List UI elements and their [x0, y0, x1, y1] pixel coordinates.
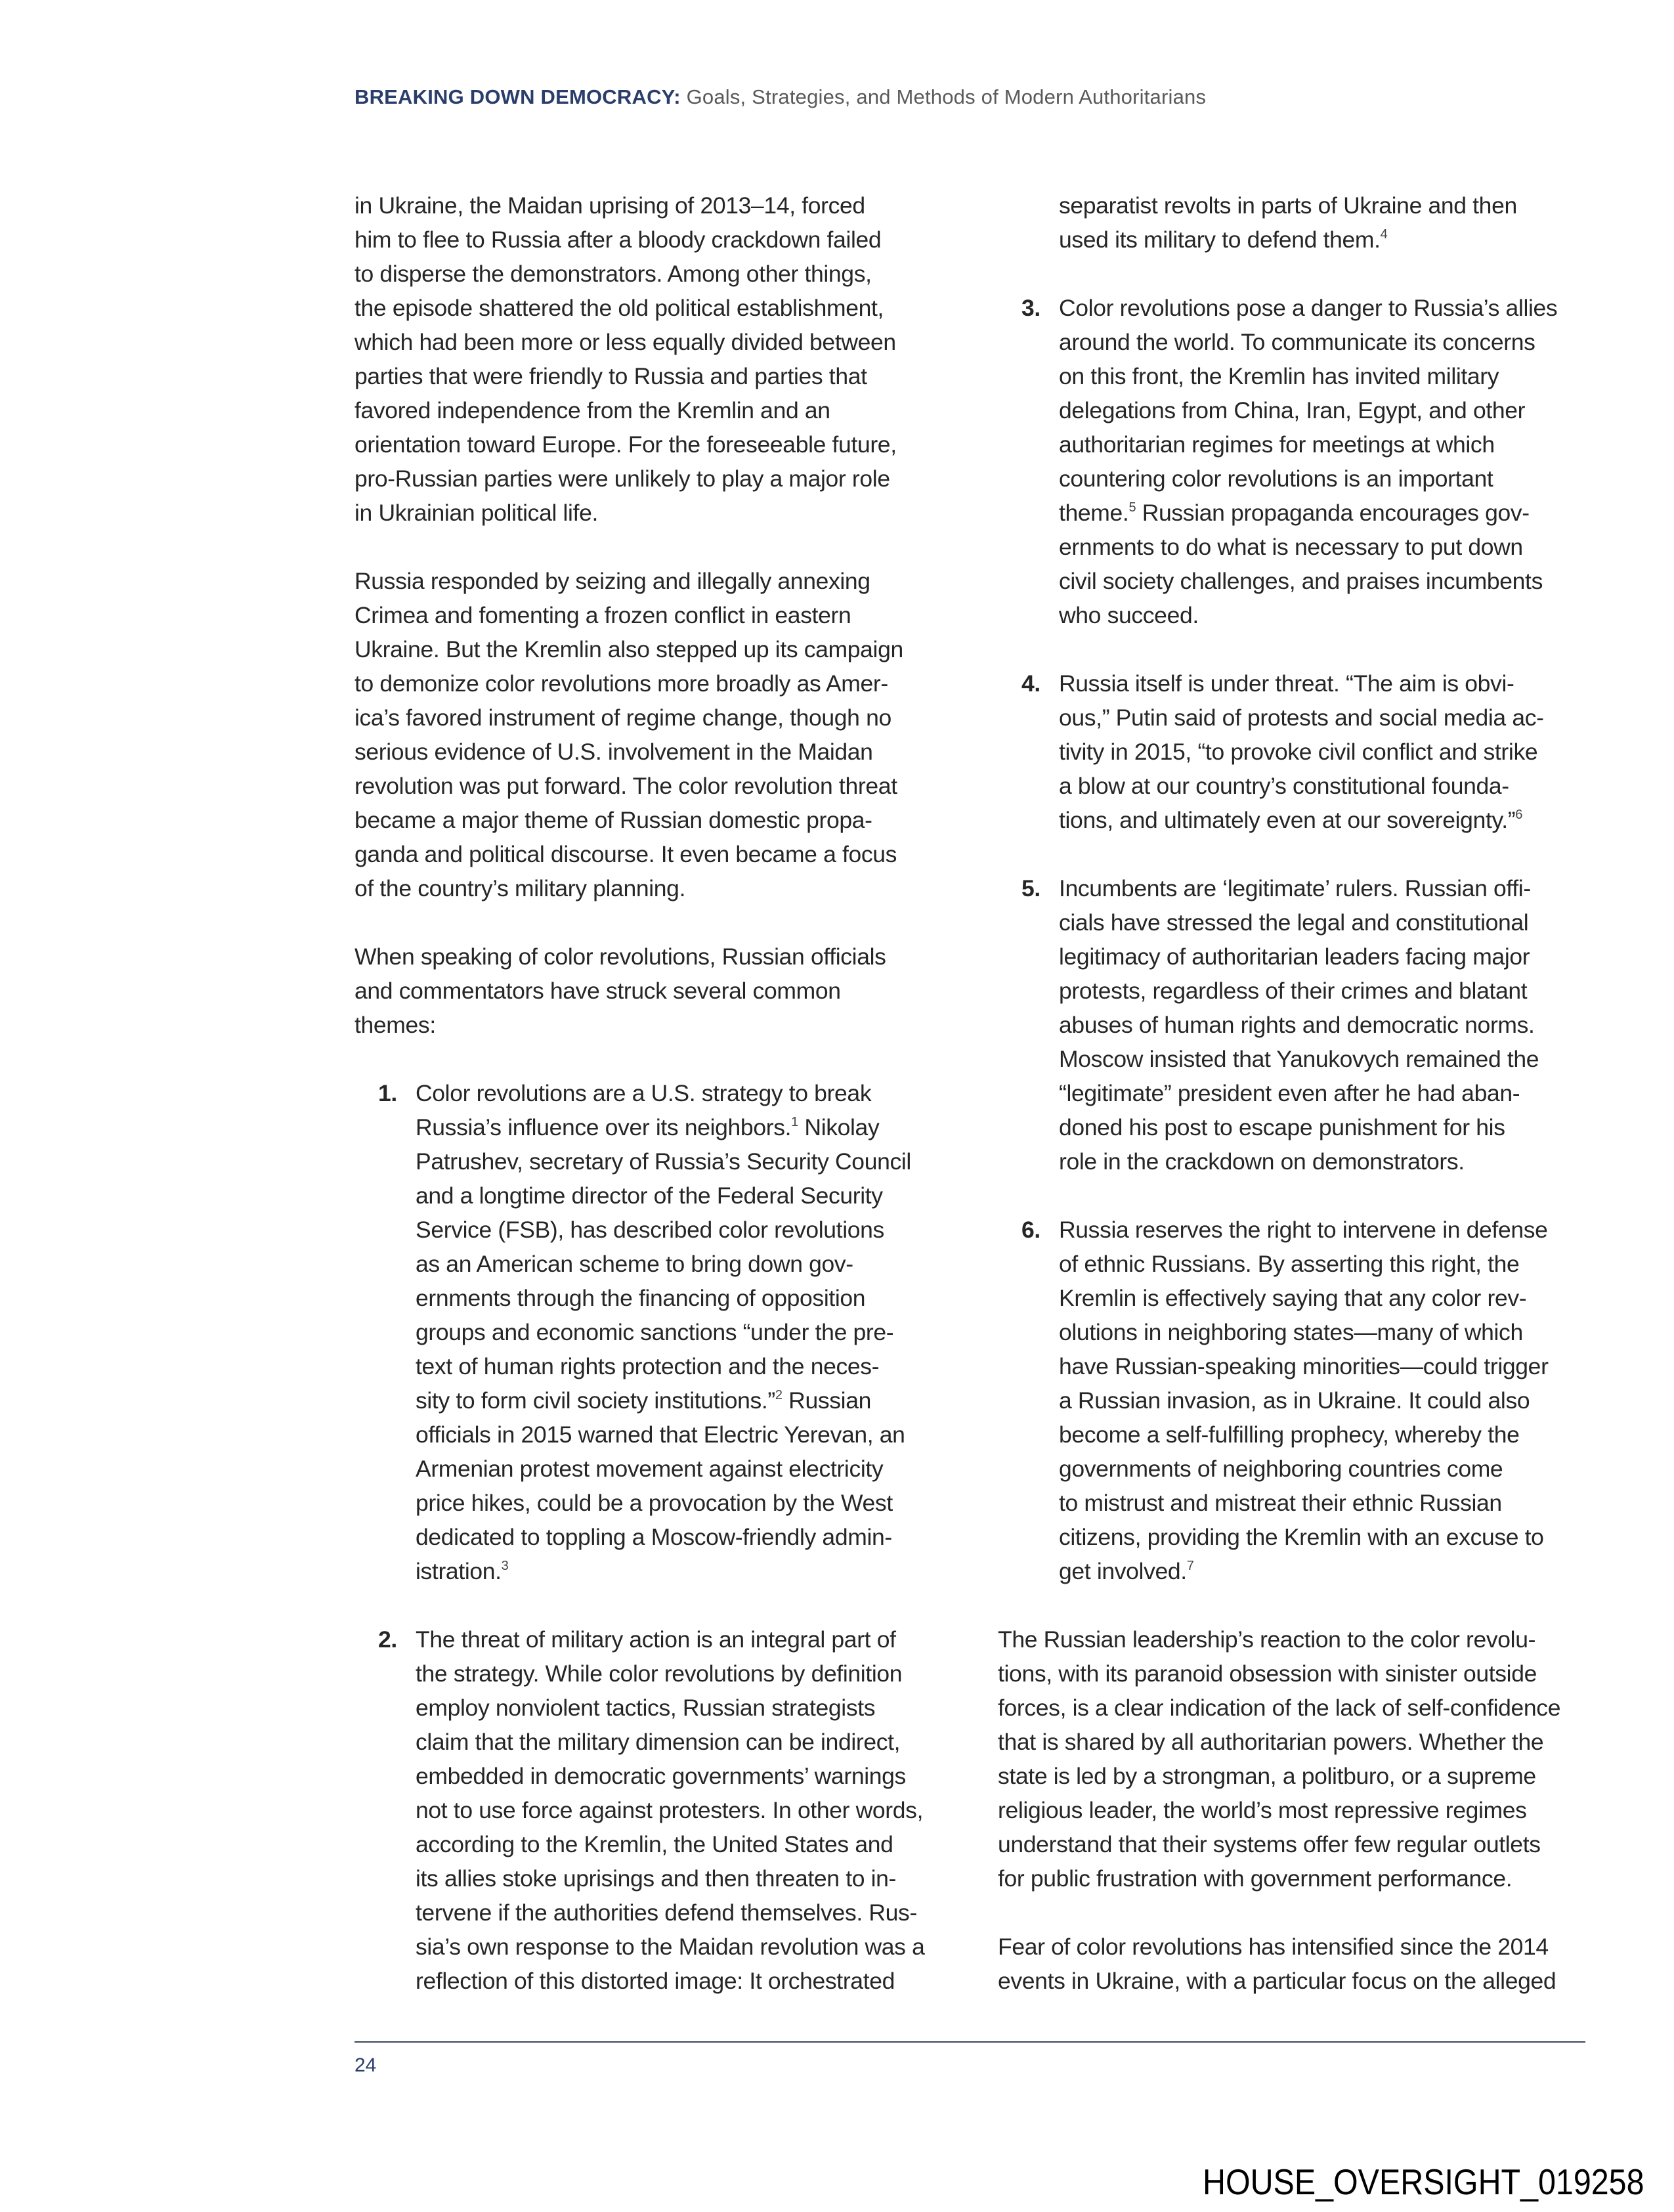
text-line: protests, regardless of their crimes and blatant [1059, 978, 1528, 1004]
list-item-1 [354, 1076, 942, 1588]
text-line: pro-Russian parties were unlikely to play a major role [354, 466, 890, 492]
paragraph-gap [998, 837, 1585, 871]
text-line: of the country’s military planning. [354, 875, 686, 901]
left-column [354, 188, 942, 1998]
text-run: Russian [782, 1387, 871, 1414]
text-line: Armenian protest movement against electricity [416, 1456, 884, 1482]
text-line: tivity in 2015, “to provoke civil conflict and strike [1059, 739, 1538, 765]
text-line: that is shared by all authoritarian powers. Whether the [998, 1729, 1544, 1755]
footnote-ref[interactable]: 1 [791, 1115, 798, 1129]
text-line: delegations from China, Iran, Egypt, and other [1059, 397, 1526, 423]
text-line: tions, with its paranoid obsession with sinister outside [998, 1660, 1537, 1687]
footnote-ref[interactable]: 6 [1515, 808, 1523, 822]
text-run: get involved. [1059, 1558, 1187, 1584]
text-line: Color revolutions are a U.S. strategy to break [416, 1080, 872, 1106]
text-line: cials have stressed the legal and constitutional [1059, 909, 1529, 936]
list-item-3 [998, 291, 1585, 632]
text-line: religious leader, the world’s most repressive regimes [998, 1797, 1527, 1823]
list-number: 3. [1021, 295, 1041, 321]
text-line: revolution was put forward. The color revolution threat [354, 773, 897, 799]
text-line [416, 1110, 942, 1144]
paragraph-maidan [354, 188, 942, 530]
paragraph-leadership-reaction [998, 1622, 1585, 1896]
running-header-subtitle: Goals, Strategies, and Methods of Modern Authoritarians [680, 85, 1207, 108]
paragraph-gap [354, 530, 942, 564]
text-line: in Ukraine, the Maidan uprising of 2013–14, forced [354, 192, 865, 219]
footnote-ref[interactable]: 7 [1186, 1559, 1194, 1573]
text-line: legitimacy of authoritarian leaders facing major [1059, 943, 1530, 970]
footnote-ref[interactable]: 3 [501, 1559, 509, 1573]
bates-stamp: HOUSE_OVERSIGHT_019258 [1203, 2161, 1644, 2202]
text-line: him to flee to Russia after a bloody crackdown failed [354, 227, 882, 253]
text-line: Kremlin is effectively saying that any color rev- [1059, 1285, 1527, 1311]
text-line: Russia reserves the right to intervene in defense [1059, 1217, 1548, 1243]
text-line: abuses of human rights and democratic norms. [1059, 1012, 1535, 1038]
text-line [416, 1554, 942, 1588]
paragraph-gap [354, 1042, 942, 1076]
paragraph-gap [998, 257, 1585, 291]
text-line: Moscow insisted that Yanukovych remained the [1059, 1046, 1539, 1072]
text-line: “legitimate” president even after he had aban- [1059, 1080, 1520, 1106]
text-line: which had been more or less equally divided between [354, 329, 896, 355]
text-line: Russia responded by seizing and illegally annexing [354, 568, 870, 594]
text-line: forces, is a clear indication of the lack of self-confidence [998, 1695, 1561, 1721]
text-line: understand that their systems offer few regular outlets [998, 1831, 1541, 1857]
text-line: the strategy. While color revolutions by definition [416, 1660, 903, 1687]
text-line: Fear of color revolutions has intensified since the 2014 [998, 1934, 1549, 1960]
text-line: and commentators have struck several common [354, 978, 841, 1004]
text-line: Service (FSB), has described color revolutions [416, 1217, 884, 1243]
text-line [416, 1383, 942, 1418]
text-line: parties that were friendly to Russia and parties that [354, 363, 867, 389]
text-line: themes: [354, 1012, 436, 1038]
paragraph-gap [354, 905, 942, 940]
text-line: a Russian invasion, as in Ukraine. It could also [1059, 1387, 1530, 1414]
text-line: The Russian leadership’s reaction to the color revolu- [998, 1626, 1536, 1653]
list-number: 1. [378, 1080, 397, 1106]
text-line: a blow at our country’s constitutional founda- [1059, 773, 1509, 799]
text-line: Crimea and fomenting a frozen conflict in eastern [354, 602, 851, 628]
text-line: and a longtime director of the Federal Security [416, 1182, 883, 1209]
paragraph-themes-intro [354, 940, 942, 1042]
text-line: officials in 2015 warned that Electric Yerevan, an [416, 1421, 905, 1448]
text-line: Patrushev, secretary of Russia’s Security Council [416, 1148, 911, 1175]
paragraph-gap [998, 632, 1585, 666]
text-line: civil society challenges, and praises incumbents [1059, 568, 1543, 594]
text-run: Russian propaganda encourages gov- [1136, 500, 1530, 526]
text-line: to mistrust and mistreat their ethnic Russian [1059, 1490, 1502, 1516]
text-line: favored independence from the Kremlin and an [354, 397, 830, 423]
list-number: 5. [1021, 875, 1041, 901]
text-run: Russia’s influence over its neighbors. [416, 1114, 792, 1140]
text-run: used its military to defend them. [1059, 227, 1381, 253]
text-line: price hikes, could be a provocation by the West [416, 1490, 893, 1516]
text-line: for public frustration with government performance. [998, 1865, 1513, 1892]
text-line: who succeed. [1059, 602, 1199, 628]
text-line: to demonize color revolutions more broadly as Amer- [354, 670, 888, 697]
text-line: doned his post to escape punishment for his [1059, 1114, 1505, 1140]
text-line: olutions in neighboring states—many of which [1059, 1319, 1523, 1345]
text-line: governments of neighboring countries come [1059, 1456, 1503, 1482]
text-line: not to use force against protesters. In other words, [416, 1797, 924, 1823]
text-line: serious evidence of U.S. involvement in the Maidan [354, 739, 873, 765]
footnote-ref[interactable]: 5 [1128, 500, 1136, 515]
text-line: to disperse the demonstrators. Among other things, [354, 261, 872, 287]
text-line: became a major theme of Russian domestic propa- [354, 807, 872, 833]
text-line [1059, 1554, 1585, 1588]
text-line: authoritarian regimes for meetings at which [1059, 431, 1495, 458]
text-line: ganda and political discourse. It even became a focus [354, 841, 897, 867]
text-line: role in the crackdown on demonstrators. [1059, 1148, 1465, 1175]
paragraph-fear [998, 1930, 1585, 1998]
list-item-2 [354, 1622, 942, 1998]
list-number: 4. [1021, 670, 1041, 697]
text-line: its allies stoke uprisings and then threaten to in- [416, 1865, 897, 1892]
text-line: as an American scheme to bring down gov- [416, 1251, 853, 1277]
text-line: reflection of this distorted image: It orchestrated [416, 1968, 895, 1994]
footnote-ref[interactable]: 4 [1380, 227, 1388, 242]
text-run: sity to form civil society institutions.” [416, 1387, 775, 1414]
list-item-5 [998, 871, 1585, 1179]
text-line: groups and economic sanctions “under the pre- [416, 1319, 894, 1345]
text-line: tervene if the authorities defend themselves. Rus- [416, 1899, 917, 1926]
text-run: tions, and ultimately even at our sovereignty.” [1059, 807, 1516, 833]
text-line: state is led by a strongman, a politburo, or a supreme [998, 1763, 1536, 1789]
paragraph-gap [998, 1588, 1585, 1622]
text-line: claim that the military dimension can be indirect, [416, 1729, 901, 1755]
text-line: become a self-fulfilling prophecy, whereby the [1059, 1421, 1520, 1448]
text-line: of ethnic Russians. By asserting this right, the [1059, 1251, 1520, 1277]
text-line: When speaking of color revolutions, Russian officials [354, 943, 886, 970]
footnote-ref[interactable]: 2 [775, 1388, 783, 1402]
text-run: istration. [416, 1558, 502, 1584]
text-line: events in Ukraine, with a particular focus on the alleged [998, 1968, 1556, 1994]
list-item-2-continued [998, 188, 1585, 257]
text-line: ernments through the financing of opposition [416, 1285, 866, 1311]
text-run: theme. [1059, 500, 1129, 526]
footer-rule [354, 2041, 1585, 2043]
text-line [1059, 496, 1585, 530]
list-number: 2. [378, 1626, 397, 1653]
text-line: separatist revolts in parts of Ukraine and then [1059, 192, 1517, 219]
text-line: text of human rights protection and the neces- [416, 1353, 880, 1379]
text-line: employ nonviolent tactics, Russian strategists [416, 1695, 876, 1721]
text-run: Nikolay [798, 1114, 880, 1140]
text-line [1059, 803, 1585, 837]
list-number: 6. [1021, 1217, 1041, 1243]
text-line: in Ukrainian political life. [354, 500, 599, 526]
text-line: ernments to do what is necessary to put down [1059, 534, 1523, 560]
text-line: on this front, the Kremlin has invited military [1059, 363, 1499, 389]
text-line: according to the Kremlin, the United States and [416, 1831, 893, 1857]
text-line: Incumbents are ‘legitimate’ rulers. Russian offi- [1059, 875, 1531, 901]
text-line: Ukraine. But the Kremlin also stepped up its campaign [354, 636, 903, 662]
text-line [1059, 223, 1585, 257]
paragraph-gap [354, 1588, 942, 1622]
text-line: ous,” Putin said of protests and social media ac- [1059, 705, 1544, 731]
running-header [354, 84, 1206, 110]
text-line: Russia itself is under threat. “The aim is obvi- [1059, 670, 1514, 697]
text-line: ica’s favored instrument of regime change, though no [354, 705, 891, 731]
right-column [998, 188, 1585, 1998]
text-line: Color revolutions pose a danger to Russia’s allies [1059, 295, 1558, 321]
page-number: 24 [354, 2054, 377, 2076]
list-item-4 [998, 666, 1585, 837]
paragraph-crimea [354, 564, 942, 905]
paragraph-gap [998, 1179, 1585, 1213]
text-line: the episode shattered the old political establishment, [354, 295, 884, 321]
text-line: around the world. To communicate its concerns [1059, 329, 1535, 355]
text-line: countering color revolutions is an important [1059, 466, 1493, 492]
running-header-title: BREAKING DOWN DEMOCRACY: [354, 85, 681, 108]
text-line: dedicated to toppling a Moscow-friendly admin- [416, 1524, 892, 1550]
text-line: have Russian-speaking minorities—could trigger [1059, 1353, 1549, 1379]
text-line: citizens, providing the Kremlin with an excuse to [1059, 1524, 1544, 1550]
text-line: embedded in democratic governments’ warnings [416, 1763, 906, 1789]
paragraph-gap [998, 1896, 1585, 1930]
text-line: The threat of military action is an integral part of [416, 1626, 896, 1653]
text-line: sia’s own response to the Maidan revolution was a [416, 1934, 925, 1960]
list-item-6 [998, 1213, 1585, 1588]
text-line: orientation toward Europe. For the foreseeable future, [354, 431, 897, 458]
